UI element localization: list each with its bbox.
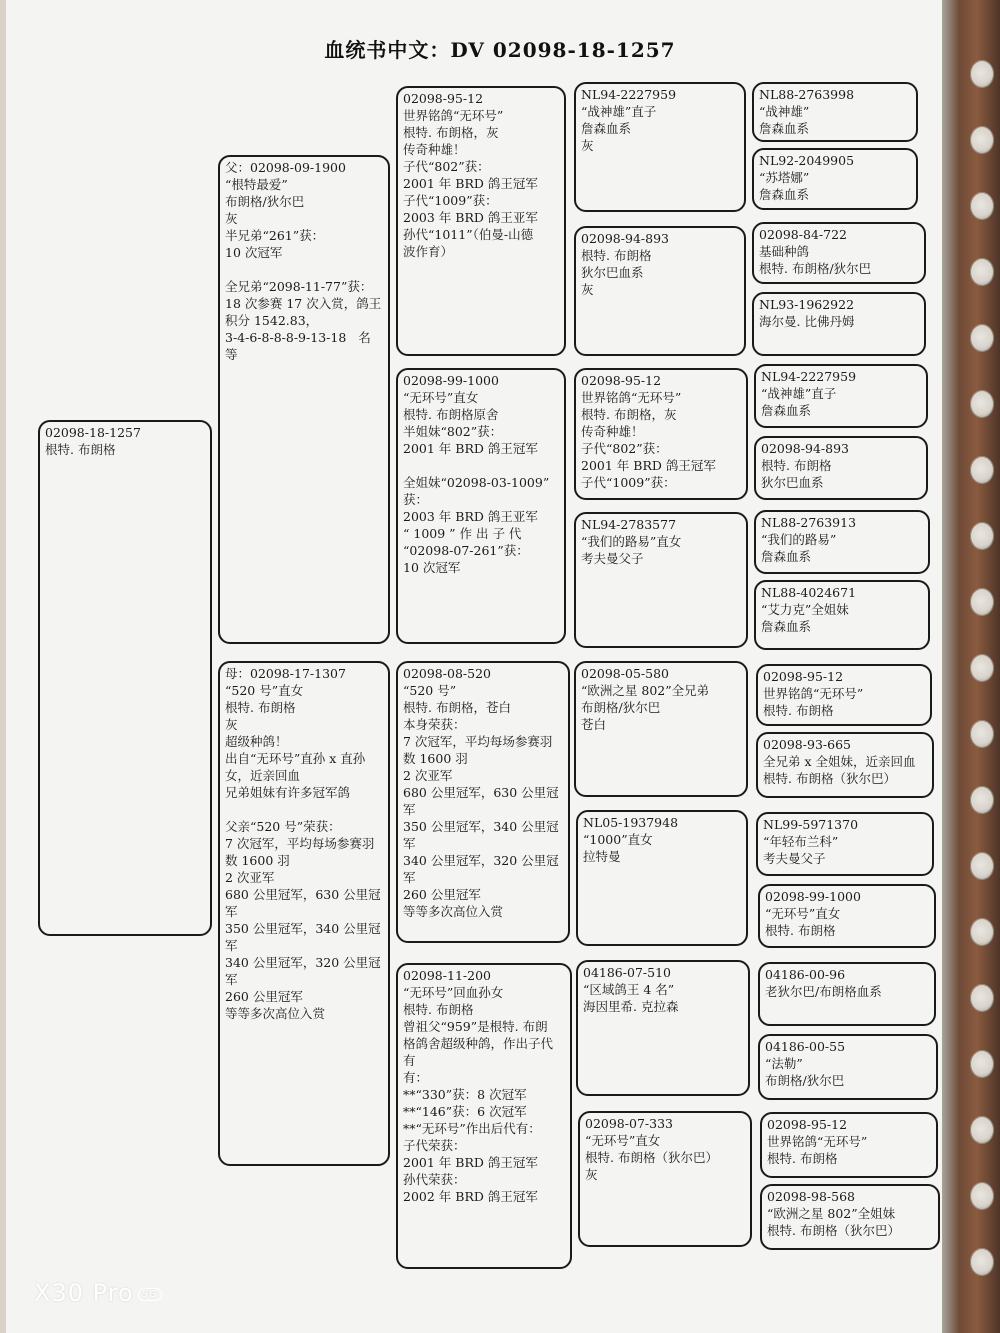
pedigree-line: 世界铭鸽“无环号” (403, 108, 504, 123)
pedigree-line: 04186-00-96 (765, 967, 846, 982)
punch-hole (970, 1182, 994, 1210)
page-title: 血统书中文：DV 02098-18-1257 (324, 38, 676, 62)
pedigree-line: 军 (403, 802, 416, 817)
pedigree-line: “欧洲之星 802”全姐妹 (767, 1206, 896, 1221)
pedigree-line: 詹森血系 (759, 121, 810, 136)
pedigree-line: 超级种鸽！ (225, 734, 288, 749)
pedigree-line: 狄尔巴血系 (581, 265, 644, 280)
pedigree-line: “法勒” (765, 1056, 803, 1071)
pedigree-line: 海尔曼. 比佛丹姆 (759, 314, 855, 329)
pedigree-line: “年轻布兰科” (763, 834, 839, 849)
pedigree-line: 02098-11-200 (403, 968, 491, 983)
pedigree-line: 10 次冠军 (403, 560, 461, 575)
pedigree-line: 根特. 布朗格，灰 (581, 407, 677, 422)
pedigree-line: 260 公里冠军 (225, 989, 303, 1004)
pedigree-line: 灰 (581, 138, 594, 153)
pedigree-line: 02098-94-893 (581, 231, 669, 246)
pedigree-line: 02098-95-12 (763, 669, 844, 684)
pedigree-line: 02098-84-722 (759, 227, 847, 242)
pedigree-line: 根特. 布朗格（狄尔巴） (585, 1150, 718, 1165)
pedigree-line: 2002 年 BRD 鸽王冠军 (403, 1189, 538, 1204)
punch-hole (970, 390, 994, 418)
pedigree-line: 拉特曼 (583, 849, 621, 864)
punch-holes (970, 60, 998, 1320)
pedigree-line: 根特. 布朗格 (225, 700, 296, 715)
pedigree-line: 詹森血系 (761, 549, 812, 564)
pedigree-line: 父：02098-09-1900 (225, 160, 346, 175)
pedigree-line: 孙代荣获： (403, 1172, 466, 1187)
pedigree-line: 子代“1009”获： (403, 193, 498, 208)
network-badge: 5G (138, 1288, 162, 1301)
pedigree-line: 350 公里冠军，340 公里冠 (225, 921, 381, 936)
box-gen5-3 (752, 222, 926, 284)
pedigree-line: 680 公里冠军，630 公里冠 (225, 887, 381, 902)
pedigree-line: 子代“802”获： (403, 159, 490, 174)
pedigree-line: 詹森血系 (581, 121, 632, 136)
pedigree-line: “战神雄”直子 (581, 104, 657, 119)
camera-watermark (34, 1279, 162, 1307)
pedigree-line: 2001 年 BRD 鸽王冠军 (403, 1155, 538, 1170)
pedigree-line: 2 次亚军 (225, 870, 275, 885)
punch-hole (970, 192, 994, 220)
pedigree-line: 等 (225, 347, 238, 362)
box-gen5-13 (758, 962, 936, 1026)
pedigree-line: 子代“1009”获： (581, 475, 676, 490)
pedigree-line: 积分 1542.83， (225, 313, 319, 328)
box-gen5-16 (760, 1184, 940, 1250)
box-gen5-5 (754, 364, 928, 428)
pedigree-line: 老狄尔巴/布朗格血系 (765, 984, 882, 999)
pedigree-line: **“330”获：8 次冠军 (403, 1087, 527, 1102)
pedigree-line: 02098-08-520 (403, 666, 491, 681)
pedigree-line: “无环号”直女 (585, 1133, 661, 1148)
pedigree-line: “我们的路易”直女 (581, 534, 682, 549)
pedigree-line: “我们的路易” (761, 532, 837, 547)
pedigree-line: 布朗格/狄尔巴 (765, 1073, 845, 1088)
pedigree-line: 02098-05-580 (581, 666, 669, 681)
pedigree-line: 18 次参赛 17 次入赏，鸽王 (225, 296, 382, 311)
box-sire (218, 155, 390, 644)
pedigree-line: 02098-94-893 (761, 441, 849, 456)
box-dam-dam (396, 963, 572, 1269)
box-sire-dam (396, 368, 566, 644)
pedigree-line: 340 公里冠军，320 公里冠 (403, 853, 559, 868)
pedigree-line: 数 1600 羽 (225, 853, 290, 868)
pedigree-line: 2001 年 BRD 鸽王冠军 (403, 441, 538, 456)
camera-brand: X30 Pro (34, 1279, 134, 1307)
pedigree-line: NL94-2227959 (581, 87, 677, 102)
pedigree-line: “战神雄”直子 (761, 386, 837, 401)
pedigree-line (403, 457, 559, 474)
pedigree-line: 7 次冠军，平均每场参赛羽 (225, 836, 375, 851)
pedigree-line: 军 (403, 870, 416, 885)
pedigree-line: “02098-07-261”获： (403, 543, 529, 558)
pedigree-line: 军 (225, 972, 238, 987)
punch-hole (970, 588, 994, 616)
box-ds-dam (576, 810, 748, 946)
pedigree-line: 考夫曼父子 (763, 851, 826, 866)
pedigree-line: 詹森血系 (761, 403, 812, 418)
pedigree-line: 母：02098-17-1307 (225, 666, 346, 681)
pedigree-line: NL93-1962922 (759, 297, 855, 312)
pedigree-line: 260 公里冠军 (403, 887, 481, 902)
pedigree-line: 02098-93-665 (763, 737, 851, 752)
pedigree-line: 狄尔巴血系 (761, 475, 824, 490)
pedigree-line: NL94-2227959 (761, 369, 857, 384)
box-sd-sire (574, 368, 748, 500)
pedigree-line: **“146”获：6 次冠军 (403, 1104, 527, 1119)
pedigree-line: 女，近亲回血 (225, 768, 301, 783)
pedigree-line: 根特. 布朗格/狄尔巴 (759, 261, 872, 276)
pedigree-line: 出自“无环号”直孙 x 直孙 (225, 751, 366, 766)
pedigree-line: NL05-1937948 (583, 815, 679, 830)
pedigree-line: “区域鸽王 4 名” (583, 982, 675, 997)
box-sire-sire (396, 86, 566, 356)
pedigree-line: “艾力克”全姐妹 (761, 602, 849, 617)
pedigree-line: 2 次亚军 (403, 768, 453, 783)
pedigree-line: “无环号”回血孙女 (403, 985, 504, 1000)
box-gen5-1 (752, 82, 918, 142)
pedigree-line: 04186-00-55 (765, 1039, 846, 1054)
pedigree-line: 根特. 布朗格，灰 (403, 125, 499, 140)
pedigree-line: 全兄弟 x 全姐妹，近亲回血 (763, 754, 916, 769)
punch-hole (970, 60, 994, 88)
pedigree-line: 灰 (581, 282, 594, 297)
box-dam-sire (396, 661, 570, 943)
pedigree-line (225, 801, 383, 818)
pedigree-line: 等等多次高位入赏 (225, 1006, 326, 1021)
pedigree-line: NL94-2783577 (581, 517, 677, 532)
pedigree-line: “520 号”直女 (225, 683, 304, 698)
pedigree-line: 灰 (225, 211, 238, 226)
pedigree-line: 根特. 布朗格 (765, 923, 836, 938)
punch-hole (970, 786, 994, 814)
pedigree-line: 350 公里冠军，340 公里冠 (403, 819, 559, 834)
pedigree-line: 詹森血系 (759, 187, 810, 202)
pedigree-line: 2001 年 BRD 鸽王冠军 (581, 458, 716, 473)
pedigree-line: 世界铭鸽“无环号” (763, 686, 864, 701)
pedigree-line: 军 (225, 904, 238, 919)
pedigree-line: 数 1600 羽 (403, 751, 468, 766)
box-gen5-2 (752, 148, 918, 210)
punch-hole (970, 1050, 994, 1078)
pedigree-line: 子代荣获： (403, 1138, 466, 1153)
pedigree-line: 基础种鸽 (759, 244, 810, 259)
pedigree-line: 根特. 布朗格（狄尔巴） (767, 1223, 900, 1238)
box-dam (218, 661, 390, 1166)
pedigree-line: 父亲“520 号”荣获： (225, 819, 341, 834)
pedigree-line: 全兄弟“2098-11-77”获： (225, 279, 373, 294)
box-ss-dam (574, 226, 746, 356)
pedigree-line: 根特. 布朗格 (403, 1002, 474, 1017)
pedigree-line: 02098-18-1257 (45, 425, 141, 440)
box-gen5-14 (758, 1034, 938, 1100)
box-ds-sire (574, 661, 748, 797)
pedigree-line: 海因里希. 克拉森 (583, 999, 679, 1014)
pedigree-line: 2003 年 BRD 鸽王亚军 (403, 509, 538, 524)
pedigree-line: “苏塔娜” (759, 170, 810, 185)
pedigree-line: 半姐妹“802”获： (403, 424, 503, 439)
pedigree-line: 波作育） (403, 244, 454, 259)
punch-hole (970, 720, 994, 748)
pedigree-line: 格鸽舍超级种鸽，作出子代有 (403, 1036, 554, 1068)
pedigree-line: 340 公里冠军，320 公里冠 (225, 955, 381, 970)
pedigree-line: 根特. 布朗格 (767, 1151, 838, 1166)
pedigree-line: “战神雄” (759, 104, 810, 119)
pedigree-line: 04186-07-510 (583, 965, 671, 980)
pedigree-line: NL88-2763998 (759, 87, 855, 102)
box-gen5-12 (758, 884, 936, 948)
punch-hole (970, 258, 994, 286)
box-gen5-10 (756, 732, 934, 798)
pedigree-line: 获： (403, 492, 429, 507)
pedigree-line: 根特. 布朗格（狄尔巴） (763, 771, 896, 786)
pedigree-line: 全姐妹“02098-03-1009” (403, 475, 550, 490)
pedigree-line: 布朗格/狄尔巴 (225, 194, 305, 209)
pedigree-line: NL92-2049905 (759, 153, 855, 168)
box-gen5-7 (754, 510, 930, 574)
pedigree-line: 苍白 (581, 717, 607, 732)
pedigree-line: 3-4-6-8-8-8-9-13-18 名 (225, 330, 371, 345)
pedigree-line: 考夫曼父子 (581, 551, 644, 566)
pedigree-line: “1000”直女 (583, 832, 653, 847)
box-gen5-9 (756, 664, 932, 726)
pedigree-line: 02098-99-1000 (403, 373, 499, 388)
pedigree-line: 2001 年 BRD 鸽王冠军 (403, 176, 538, 191)
pedigree-line: 02098-07-333 (585, 1116, 673, 1131)
pedigree-line: 军 (225, 938, 238, 953)
pedigree-line: 02098-95-12 (403, 91, 484, 106)
pedigree-line: 传奇种雄！ (403, 142, 466, 157)
pedigree-line: 02098-95-12 (767, 1117, 848, 1132)
pedigree-line: 有： (403, 1070, 429, 1085)
pedigree-line: **“无环号”作出后代有： (403, 1121, 541, 1136)
box-dd-sire (576, 960, 750, 1096)
box-gen5-11 (756, 812, 934, 876)
punch-hole (970, 456, 994, 484)
pedigree-line: 子代“802”获： (581, 441, 668, 456)
pedigree-line: 7 次冠军，平均每场参赛羽 (403, 734, 553, 749)
box-gen5-8 (754, 580, 930, 650)
punch-hole (970, 984, 994, 1012)
pedigree-line: 兄弟姐妹有许多冠军鸽 (225, 785, 351, 800)
pedigree-line: 半兄弟“261”获： (225, 228, 325, 243)
pedigree-line: 孙代“1011”（伯曼-山德 (403, 227, 534, 242)
pedigree-line: 军 (403, 836, 416, 851)
pedigree-line: 680 公里冠军，630 公里冠 (403, 785, 559, 800)
pedigree-line: NL88-4024671 (761, 585, 857, 600)
pedigree-line: 根特. 布朗格，苍白 (403, 700, 511, 715)
pedigree-line: 02098-98-568 (767, 1189, 855, 1204)
pedigree-line: 传奇种雄！ (581, 424, 644, 439)
pedigree-line: 詹森血系 (761, 619, 812, 634)
punch-hole (970, 1116, 994, 1144)
punch-hole (970, 522, 994, 550)
punch-hole (970, 918, 994, 946)
pedigree-line: 本身荣获： (403, 717, 466, 732)
pedigree-line: 世界铭鸽“无环号” (767, 1134, 868, 1149)
pedigree-line: 根特. 布朗格原舍 (403, 407, 499, 422)
pedigree-line: 根特. 布朗格 (761, 458, 832, 473)
pedigree-line (225, 261, 383, 278)
pedigree-line: 布朗格/狄尔巴 (581, 700, 661, 715)
pedigree-line: 02098-99-1000 (765, 889, 861, 904)
pedigree-line: 曾祖父“959”是根特. 布朗 (403, 1019, 548, 1034)
pedigree-line: 灰 (225, 717, 238, 732)
box-ss-sire (574, 82, 746, 212)
pedigree-line: 根特. 布朗格 (763, 703, 834, 718)
pedigree-line: 根特. 布朗格 (581, 248, 652, 263)
punch-hole (970, 324, 994, 352)
punch-hole (970, 1248, 994, 1276)
punch-hole (970, 654, 994, 682)
pedigree-line: 2003 年 BRD 鸽王亚军 (403, 210, 538, 225)
box-gen5-4 (752, 292, 926, 356)
pedigree-line: 02098-95-12 (581, 373, 662, 388)
punch-hole (970, 126, 994, 154)
pedigree-line: “根特最爱” (225, 177, 288, 192)
pedigree-line: “ 1009 ” 作 出 子 代 (403, 526, 522, 541)
pedigree-line: NL99-5971370 (763, 817, 859, 832)
pedigree-line: 根特. 布朗格 (45, 442, 116, 457)
punch-hole (970, 852, 994, 880)
pedigree-line: 等等多次高位入赏 (403, 904, 504, 919)
box-subject (38, 420, 212, 936)
pedigree-line: “无环号”直女 (403, 390, 479, 405)
box-dd-dam (578, 1111, 752, 1247)
pedigree-line: 世界铭鸽“无环号” (581, 390, 682, 405)
pedigree-line: “欧洲之星 802”全兄弟 (581, 683, 710, 698)
pedigree-line: 灰 (585, 1167, 598, 1182)
pedigree-line: 10 次冠军 (225, 245, 283, 260)
box-sd-dam (574, 512, 748, 648)
pedigree-line: “520 号” (403, 683, 457, 698)
pedigree-line: “无环号”直女 (765, 906, 841, 921)
pedigree-line: NL88-2763913 (761, 515, 857, 530)
box-gen5-6 (754, 436, 928, 500)
box-gen5-15 (760, 1112, 938, 1178)
